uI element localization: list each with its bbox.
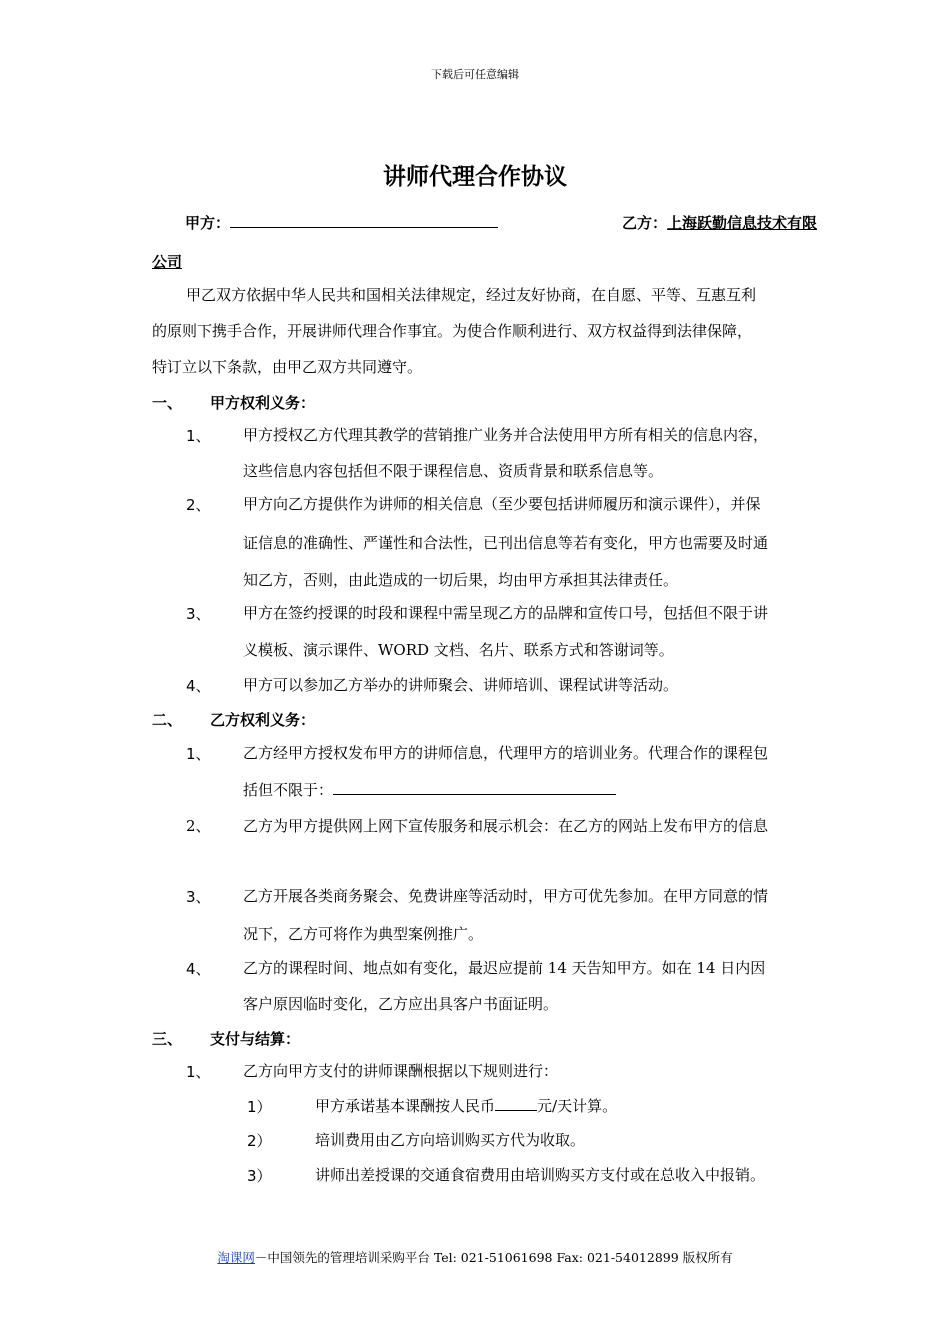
s2-item-3-number: 3、 — [186, 888, 211, 906]
s1-item-2-line-2: 证信息的准确性、严谨性和合法性，已刊出信息等若有变化，甲方也需要及时通 — [243, 534, 769, 552]
s2-item-1-line-1: 乙方经甲方授权发布甲方的讲师信息，代理甲方的培训业务。代理合作的课程包 — [243, 744, 769, 762]
s1-item-1-line-1: 甲方授权乙方代理其教学的营销推广业务并合法使用甲方所有相关的信息内容， — [243, 426, 769, 444]
s3-sub-1-text-a: 甲方承诺基本课酬按人民币 — [315, 1097, 496, 1115]
page-footer — [0, 1248, 950, 1266]
s3-sub-1-text-b: 元/天计算。 — [537, 1097, 618, 1115]
s2-item-1-line-2-text: 括但不限于： — [243, 781, 334, 799]
section-1-number: 一、 — [152, 394, 183, 412]
party-a-label: 甲方： — [185, 214, 231, 232]
section-2-heading: 乙方权利义务： — [210, 711, 316, 729]
s3-item-1-line-1: 乙方向甲方支付的讲师课酬根据以下规则进行： — [243, 1062, 559, 1080]
s3-sub-1-number: 1） — [247, 1098, 272, 1116]
section-1-heading: 甲方权利义务： — [210, 394, 316, 412]
s1-item-4-number: 4、 — [186, 677, 211, 695]
section-3-heading: 支付与结算： — [210, 1030, 301, 1048]
party-b-label: 乙方： — [622, 214, 668, 232]
s2-item-4-line-1: 乙方的课程时间、地点如有变化，最迟应提前 14 天告知甲方。如在 14 日内因 — [243, 959, 766, 977]
s2-item-1-number: 1、 — [186, 745, 211, 763]
s2-item-4-line-2: 客户原因临时变化，乙方应出具客户书面证明。 — [243, 995, 559, 1013]
s1-item-2-number: 2、 — [186, 496, 211, 514]
s2-item-2-line-1: 乙方为甲方提供网上网下宣传服务和展示机会：在乙方的网站上发布甲方的信息 — [243, 817, 769, 835]
s2-item-3-line-2: 况下，乙方可将作为典型案例推广。 — [243, 925, 484, 943]
s2-item-2-number: 2、 — [186, 817, 211, 835]
s1-item-3-number: 3、 — [186, 605, 211, 623]
party-a-blank[interactable] — [230, 213, 498, 228]
s2-item-3-line-1: 乙方开展各类商务聚会、免费讲座等活动时，甲方可优先参加。在甲方同意的情 — [243, 887, 769, 905]
s2-item-4-number: 4、 — [186, 960, 211, 978]
intro-line-1: 甲乙双方依据中华人民共和国相关法律规定，经过友好协商，在自愿、平等、互惠互利 — [186, 286, 757, 304]
document-title: 讲师代理合作协议 — [383, 164, 567, 190]
s3-sub-3-number: 3） — [247, 1167, 272, 1185]
s1-item-3-line-1: 甲方在签约授课的时段和课程中需呈现乙方的品牌和宣传口号，包括但不限于讲 — [243, 604, 769, 622]
s3-sub-2-number: 2） — [247, 1132, 272, 1150]
s1-item-4-line-1: 甲方可以参加乙方举办的讲师聚会、讲师培训、课程试讲等活动。 — [243, 676, 679, 694]
s2-item-1-line-2 — [243, 779, 616, 800]
s1-item-1-line-2: 这些信息内容包括但不限于课程信息、资质背景和联系信息等。 — [243, 462, 664, 480]
s1-item-2-line-1: 甲方向乙方提供作为讲师的相关信息（至少要包括讲师履历和演示课件），并保 — [243, 495, 761, 513]
section-2-number: 二、 — [152, 711, 183, 729]
s3-item-1-number: 1、 — [186, 1063, 211, 1081]
intro-line-3: 特订立以下条款，由甲乙双方共同遵守。 — [152, 358, 423, 376]
party-b — [622, 212, 817, 233]
section-3-number: 三、 — [152, 1030, 183, 1048]
s3-sub-3-text: 讲师出差授课的交通食宿费用由培训购买方支付或在总收入中报销。 — [315, 1166, 766, 1184]
intro-line-2: 的原则下携手合作，开展讲师代理合作事宜。为使合作顺利进行、双方权益得到法律保障， — [152, 322, 753, 340]
s1-item-3-line-2: 义模板、演示课件、WORD 文档、名片、联系方式和答谢词等。 — [243, 641, 674, 659]
fee-blank[interactable] — [495, 1096, 537, 1111]
s3-sub-1-text — [315, 1095, 617, 1116]
s3-sub-2-text: 培训费用由乙方向培训购买方代为收取。 — [315, 1131, 586, 1149]
footer-link[interactable]: 淘课网 — [217, 1250, 255, 1265]
party-a — [185, 212, 498, 233]
footer-text: －中国领先的管理培训采购平台 Tel: 021-51061698 Fax: 021-54012899 版权所有 — [254, 1250, 733, 1265]
party-b-name-cont: 公司 — [152, 253, 183, 271]
party-b-name: 上海跃勤信息技术有限 — [667, 214, 818, 232]
courses-blank[interactable] — [333, 780, 616, 795]
s1-item-2-line-3: 知乙方，否则，由此造成的一切后果，均由甲方承担其法律责任。 — [243, 571, 679, 589]
page-header: 下载后可任意编辑 — [431, 68, 519, 81]
s1-item-1-number: 1、 — [186, 427, 211, 445]
